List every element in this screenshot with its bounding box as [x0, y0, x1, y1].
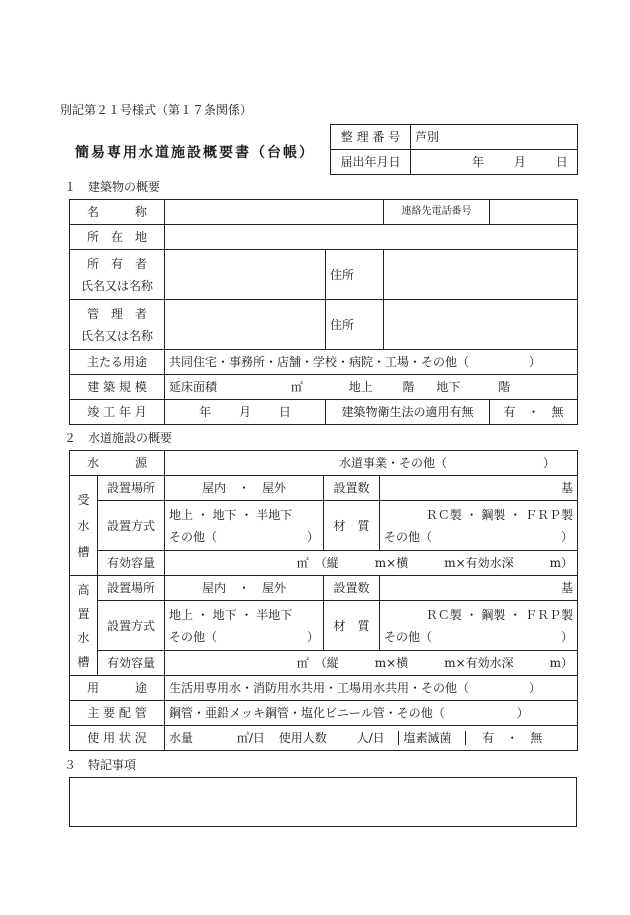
elevated-tank-label	[70, 576, 98, 676]
completion-date-field[interactable]	[165, 400, 326, 425]
elevated-material-label: 材 質	[324, 601, 380, 651]
users-label: 使用人数	[278, 731, 327, 745]
hygiene-law-field[interactable]: 有 ・ 無	[490, 400, 578, 425]
main-use-label: 主たる用途	[70, 350, 165, 375]
receiving-install-place-field[interactable]: 屋内 ・ 屋外	[165, 476, 324, 501]
building-name-field[interactable]	[165, 200, 384, 225]
building-overview-table	[69, 199, 578, 425]
water-facility-table	[69, 450, 578, 751]
registration-table	[330, 124, 578, 175]
per-day-unit: ㎥/日	[236, 731, 265, 745]
elevated-method-field[interactable]	[165, 601, 324, 651]
day-unit: 日	[278, 405, 291, 419]
receiving-count-label: 設置数	[324, 476, 380, 501]
receiving-count-field[interactable]: 基	[380, 476, 578, 501]
manager-subtitle: 氏名又は名称	[80, 328, 153, 343]
elevated-capacity-field[interactable]: ㎡ （縦 m×横 m×有効水深 m）	[165, 651, 578, 676]
elevated-install-place-field[interactable]: 屋内 ・ 屋外	[165, 576, 324, 601]
location-field[interactable]	[165, 225, 578, 250]
document-title: 簡易専用水道施設概要書（台帳）	[75, 145, 315, 161]
registration-number-label: 整 理 番 号	[331, 125, 411, 150]
receiving-tank-char: 槽	[77, 544, 90, 559]
registration-date-field[interactable]	[411, 150, 578, 175]
month-unit: 月	[238, 405, 251, 419]
main-use-field[interactable]: 共同住宅・事務所・店舗・学校・病院・工場・その他（ ）	[165, 350, 578, 375]
elevated-capacity-label: 有効容量	[98, 651, 165, 676]
owner-subtitle: 氏名又は名称	[80, 278, 153, 293]
hygiene-law-label: 建築物衛生法の適用有無	[326, 400, 490, 425]
usage-status-field[interactable]	[165, 726, 578, 751]
material-other: その他（ ）	[384, 529, 574, 544]
above-floors-unit: 階	[402, 380, 415, 394]
manager-address-field[interactable]	[384, 300, 578, 350]
completion-date-label: 竣 工 年 月	[70, 400, 165, 425]
elevated-count-label: 設置数	[324, 576, 380, 601]
above-ground-label: 地上	[348, 380, 373, 394]
section-3-heading: ３ 特記事項	[64, 758, 137, 772]
elevated-material-field[interactable]	[380, 601, 578, 651]
elevated-method-label: 設置方式	[98, 601, 165, 651]
manager-address-label: 住所	[326, 300, 384, 350]
receiving-method-label: 設置方式	[98, 501, 165, 551]
usage-status-label: 使 用 状 況	[70, 726, 165, 751]
floor-area-label: 延床面積	[169, 380, 218, 394]
manager-label	[70, 300, 165, 350]
year-unit: 年	[199, 405, 212, 419]
elevated-install-place-label: 設置場所	[98, 576, 165, 601]
manager-name-field[interactable]	[165, 300, 326, 350]
owner-name-field[interactable]	[165, 250, 326, 300]
elevated-tank-char: 水	[77, 630, 90, 645]
receiving-material-label: 材 質	[324, 501, 380, 551]
year-unit: 年	[472, 155, 485, 169]
owner-address-label: 住所	[326, 250, 384, 300]
below-ground-label: 地下	[436, 380, 461, 394]
water-source-label: 水 源	[70, 451, 165, 476]
contact-phone-label: 連絡先電話番号	[384, 200, 490, 225]
month-unit: 月	[513, 155, 526, 169]
building-scale-label: 建 築 規 模	[70, 375, 165, 400]
method-other: その他（ ）	[169, 629, 320, 644]
main-piping-label: 主 要 配 管	[70, 701, 165, 726]
receiving-material-field[interactable]	[380, 501, 578, 551]
chlorine-field[interactable]: 有 ・ 無	[465, 731, 542, 745]
method-options: 地上 ・ 地下 ・ 半地下	[169, 607, 293, 622]
building-name-label: 名 称	[70, 200, 165, 225]
section-1-heading: １ 建築物の概要	[64, 180, 161, 194]
owner-title: 所 有 者	[86, 256, 147, 271]
chlorine-label: 塩素滅菌	[398, 731, 451, 745]
elevated-tank-char: 置	[77, 606, 90, 621]
elevated-tank-char: 高	[77, 582, 90, 597]
receiving-tank-label	[70, 476, 98, 576]
below-floors-unit: 階	[498, 380, 511, 394]
owner-address-field[interactable]	[384, 250, 578, 300]
receiving-tank-char: 水	[77, 518, 90, 533]
receiving-tank-char: 受	[77, 492, 90, 507]
day-unit: 日	[555, 155, 568, 169]
section-2-heading: ２ 水道施設の概要	[64, 431, 173, 445]
method-other: その他（ ）	[169, 529, 320, 544]
main-piping-field[interactable]: 鋼管・亜鉛メッキ鋼管・塩化ビニール管・その他（ ）	[165, 701, 578, 726]
registration-date-label: 届出年月日	[331, 150, 411, 175]
material-options: ＲＣ製 ・ 鋼製 ・ ＦＲＰ製	[425, 607, 574, 622]
special-notes-box[interactable]	[69, 777, 577, 827]
water-source-options: 水道事業・その他（ ）	[339, 456, 556, 470]
people-per-day-unit: 人/日	[356, 731, 385, 745]
material-other: その他（ ）	[384, 629, 574, 644]
receiving-capacity-field[interactable]: ㎡ （縦 m×横 m×有効水深 m）	[165, 551, 578, 576]
purpose-field[interactable]: 生活用専用水・消防用水共用・工場用水共用・その他（ ）	[165, 676, 578, 701]
location-label: 所 在 地	[70, 225, 165, 250]
receiving-install-place-label: 設置場所	[98, 476, 165, 501]
elevated-count-field[interactable]: 基	[380, 576, 578, 601]
purpose-label: 用 途	[70, 676, 165, 701]
method-options: 地上 ・ 地下 ・ 半地下	[169, 507, 293, 522]
registration-number-field[interactable]: 芦別	[411, 125, 578, 150]
water-amount-label: 水量	[169, 731, 194, 745]
receiving-capacity-label: 有効容量	[98, 551, 165, 576]
contact-phone-field[interactable]	[490, 200, 578, 225]
owner-label	[70, 250, 165, 300]
manager-title: 管 理 者	[86, 306, 147, 321]
material-options: ＲＣ製 ・ 鋼製 ・ ＦＲＰ製	[425, 507, 574, 522]
elevated-tank-char: 槽	[77, 654, 90, 669]
form-number-label: 別記第２１号様式（第１７条関係）	[60, 103, 253, 117]
building-scale-field[interactable]	[165, 375, 578, 400]
water-source-field[interactable]	[165, 451, 578, 476]
sqm-unit: ㎡	[290, 380, 303, 394]
receiving-method-field[interactable]	[165, 501, 324, 551]
